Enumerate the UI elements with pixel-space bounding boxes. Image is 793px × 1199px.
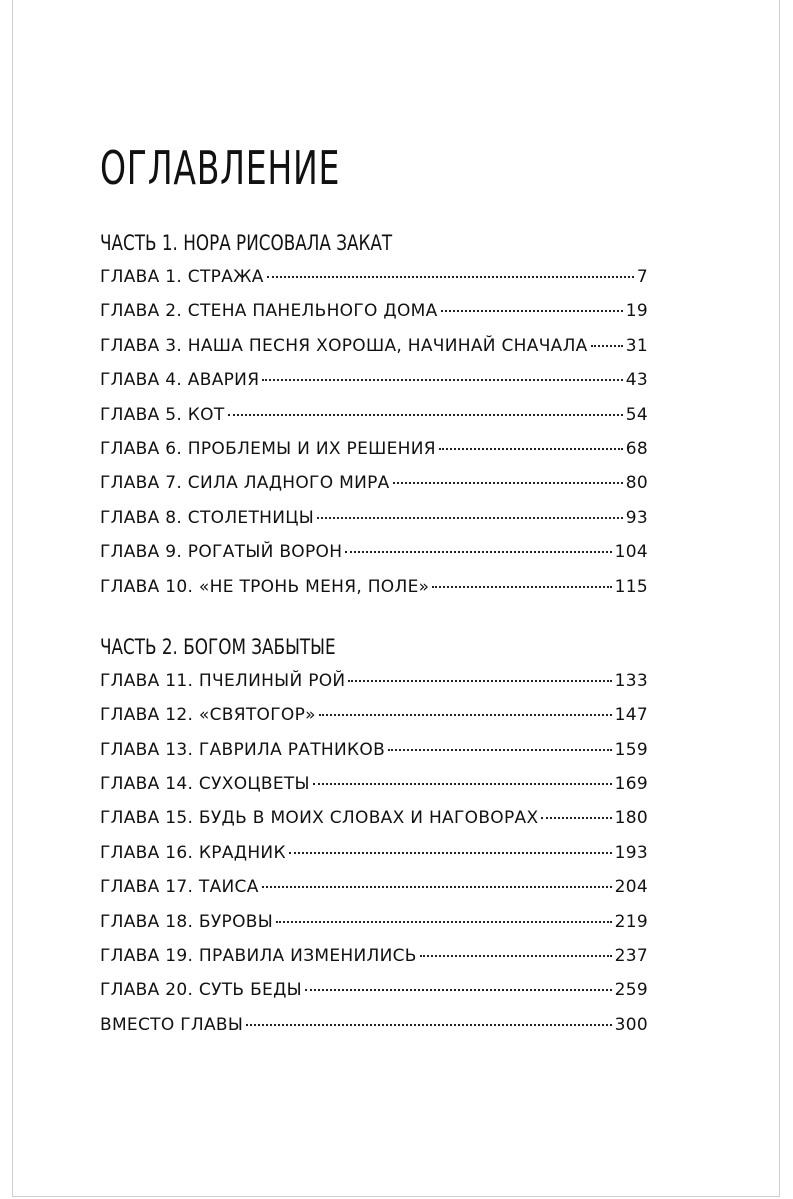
toc-entry-page-number: 193 (614, 842, 648, 863)
dot-leader (439, 448, 623, 450)
part-1-section (100, 226, 648, 604)
toc-entry[interactable] (100, 973, 648, 1007)
toc-entry[interactable] (100, 260, 648, 294)
dot-leader (317, 517, 623, 519)
dot-leader (228, 414, 623, 416)
toc-entry-page-number: 147 (614, 705, 648, 726)
toc-entry-page-number: 133 (614, 670, 648, 691)
toc-entry-page-number: 219 (614, 911, 648, 932)
dot-leader (388, 749, 612, 751)
dot-leader (313, 783, 612, 785)
dot-leader (276, 921, 612, 923)
toc-entry-title: ГЛАВА 7. СИЛА ЛАДНОГО МИРА (100, 473, 390, 494)
toc-entry[interactable] (100, 870, 648, 904)
toc-entry-page-number: 31 (625, 335, 648, 356)
toc-entry-page-number: 93 (625, 507, 648, 528)
dot-leader (305, 989, 612, 991)
toc-entry-title: ГЛАВА 13. ГАВРИЛА РАТНИКОВ (100, 739, 386, 760)
dot-leader (262, 379, 622, 381)
toc-entry[interactable] (100, 801, 648, 835)
toc-entry[interactable] (100, 905, 648, 939)
dot-leader (432, 586, 611, 588)
toc-entry[interactable] (100, 664, 648, 698)
toc-entry[interactable] (100, 294, 648, 328)
part-1-chapter-list (100, 260, 648, 604)
toc-entry-title: ГЛАВА 8. СТОЛЕТНИЦЫ (100, 507, 315, 528)
toc-entry[interactable] (100, 733, 648, 767)
toc-entry[interactable] (100, 501, 648, 535)
toc-entry[interactable] (100, 698, 648, 732)
toc-entry-title: ГЛАВА 16. КРАДНИК (100, 842, 286, 863)
dot-leader (289, 852, 612, 854)
toc-entry[interactable] (100, 767, 648, 801)
toc-entry[interactable] (100, 570, 648, 604)
toc-entry[interactable] (100, 398, 648, 432)
toc-entry-title: ГЛАВА 18. БУРОВЫ (100, 911, 274, 932)
toc-entry-title: ГЛАВА 17. ТАИСА (100, 877, 259, 898)
toc-entry-page-number: 237 (614, 946, 648, 967)
dot-leader (348, 680, 611, 682)
toc-entry-page-number: 259 (614, 980, 648, 1001)
dot-leader (591, 345, 623, 347)
dot-leader (441, 310, 623, 312)
toc-entry-title: ГЛАВА 5. КОТ (100, 404, 225, 425)
dot-leader (246, 1024, 611, 1026)
toc-entry-title: ГЛАВА 14. СУХОЦВЕТЫ (100, 774, 310, 795)
dot-leader (345, 551, 611, 553)
toc-entry-title: ГЛАВА 10. «НЕ ТРОНЬ МЕНЯ, ПОЛЕ» (100, 576, 430, 597)
toc-entry-page-number: 80 (625, 473, 648, 494)
toc-entry[interactable] (100, 1008, 648, 1042)
toc-entry-page-number: 300 (614, 1014, 648, 1035)
toc-entry[interactable] (100, 363, 648, 397)
toc-entry-page-number: 115 (614, 576, 648, 597)
toc-entry-page-number: 180 (614, 808, 648, 829)
toc-entry-title: ВМЕСТО ГЛАВЫ (100, 1014, 244, 1035)
toc-entry[interactable] (100, 432, 648, 466)
toc-entry-title: ГЛАВА 15. БУДЬ В МОИХ СЛОВАХ И НАГОВОРАХ (100, 808, 539, 829)
part-2-heading: ЧАСТЬ 2. БОГОМ ЗАБЫТЫЕ (100, 634, 336, 659)
toc-entry-title: ГЛАВА 11. ПЧЕЛИНЫЙ РОЙ (100, 670, 346, 691)
toc-entry-title: ГЛАВА 6. ПРОБЛЕМЫ И ИХ РЕШЕНИЯ (100, 438, 436, 459)
toc-entry[interactable] (100, 329, 648, 363)
part-2-section (100, 630, 648, 1042)
toc-entry-title: ГЛАВА 3. НАША ПЕСНЯ ХОРОША, НАЧИНАЙ СНАЧАЛА (100, 335, 588, 356)
toc-entry-page-number: 68 (625, 438, 648, 459)
toc-entry-page-number: 204 (614, 877, 648, 898)
toc-entry-title: ГЛАВА 4. АВАРИЯ (100, 370, 260, 391)
toc-entry-page-number: 19 (625, 301, 648, 322)
dot-leader (393, 482, 623, 484)
toc-entry-page-number: 7 (636, 267, 648, 287)
toc-entry-title: ГЛАВА 2. СТЕНА ПАНЕЛЬНОГО ДОМА (100, 301, 438, 322)
page-title: ОГЛАВЛЕНИЕ (100, 141, 341, 195)
toc-entry[interactable] (100, 836, 648, 870)
dot-leader (541, 817, 611, 819)
dot-leader (319, 714, 612, 716)
toc-entry-page-number: 159 (614, 739, 648, 760)
part-2-chapter-list (100, 664, 648, 1042)
toc-entry-page-number: 43 (625, 370, 648, 391)
toc-entry-title: ГЛАВА 9. РОГАТЫЙ ВОРОН (100, 542, 343, 563)
toc-entry[interactable] (100, 939, 648, 973)
table-of-contents (100, 140, 648, 1042)
dot-leader (262, 886, 612, 888)
part-1-heading: ЧАСТЬ 1. НОРА РИСОВАЛА ЗАКАТ (100, 231, 393, 255)
dot-leader (267, 276, 634, 278)
toc-entry[interactable] (100, 466, 648, 500)
toc-entry-title: ГЛАВА 20. СУТЬ БЕДЫ (100, 980, 302, 1001)
toc-entry-page-number: 104 (614, 542, 648, 563)
toc-entry-title: ГЛАВА 1. СТРАЖА (100, 267, 264, 287)
toc-entry[interactable] (100, 535, 648, 569)
toc-entry-page-number: 54 (625, 404, 648, 425)
dot-leader (420, 955, 612, 957)
toc-entry-title: ГЛАВА 19. ПРАВИЛА ИЗМЕНИЛИСЬ (100, 946, 417, 967)
toc-entry-page-number: 169 (614, 774, 648, 795)
toc-entry-title: ГЛАВА 12. «СВЯТОГОР» (100, 705, 316, 726)
